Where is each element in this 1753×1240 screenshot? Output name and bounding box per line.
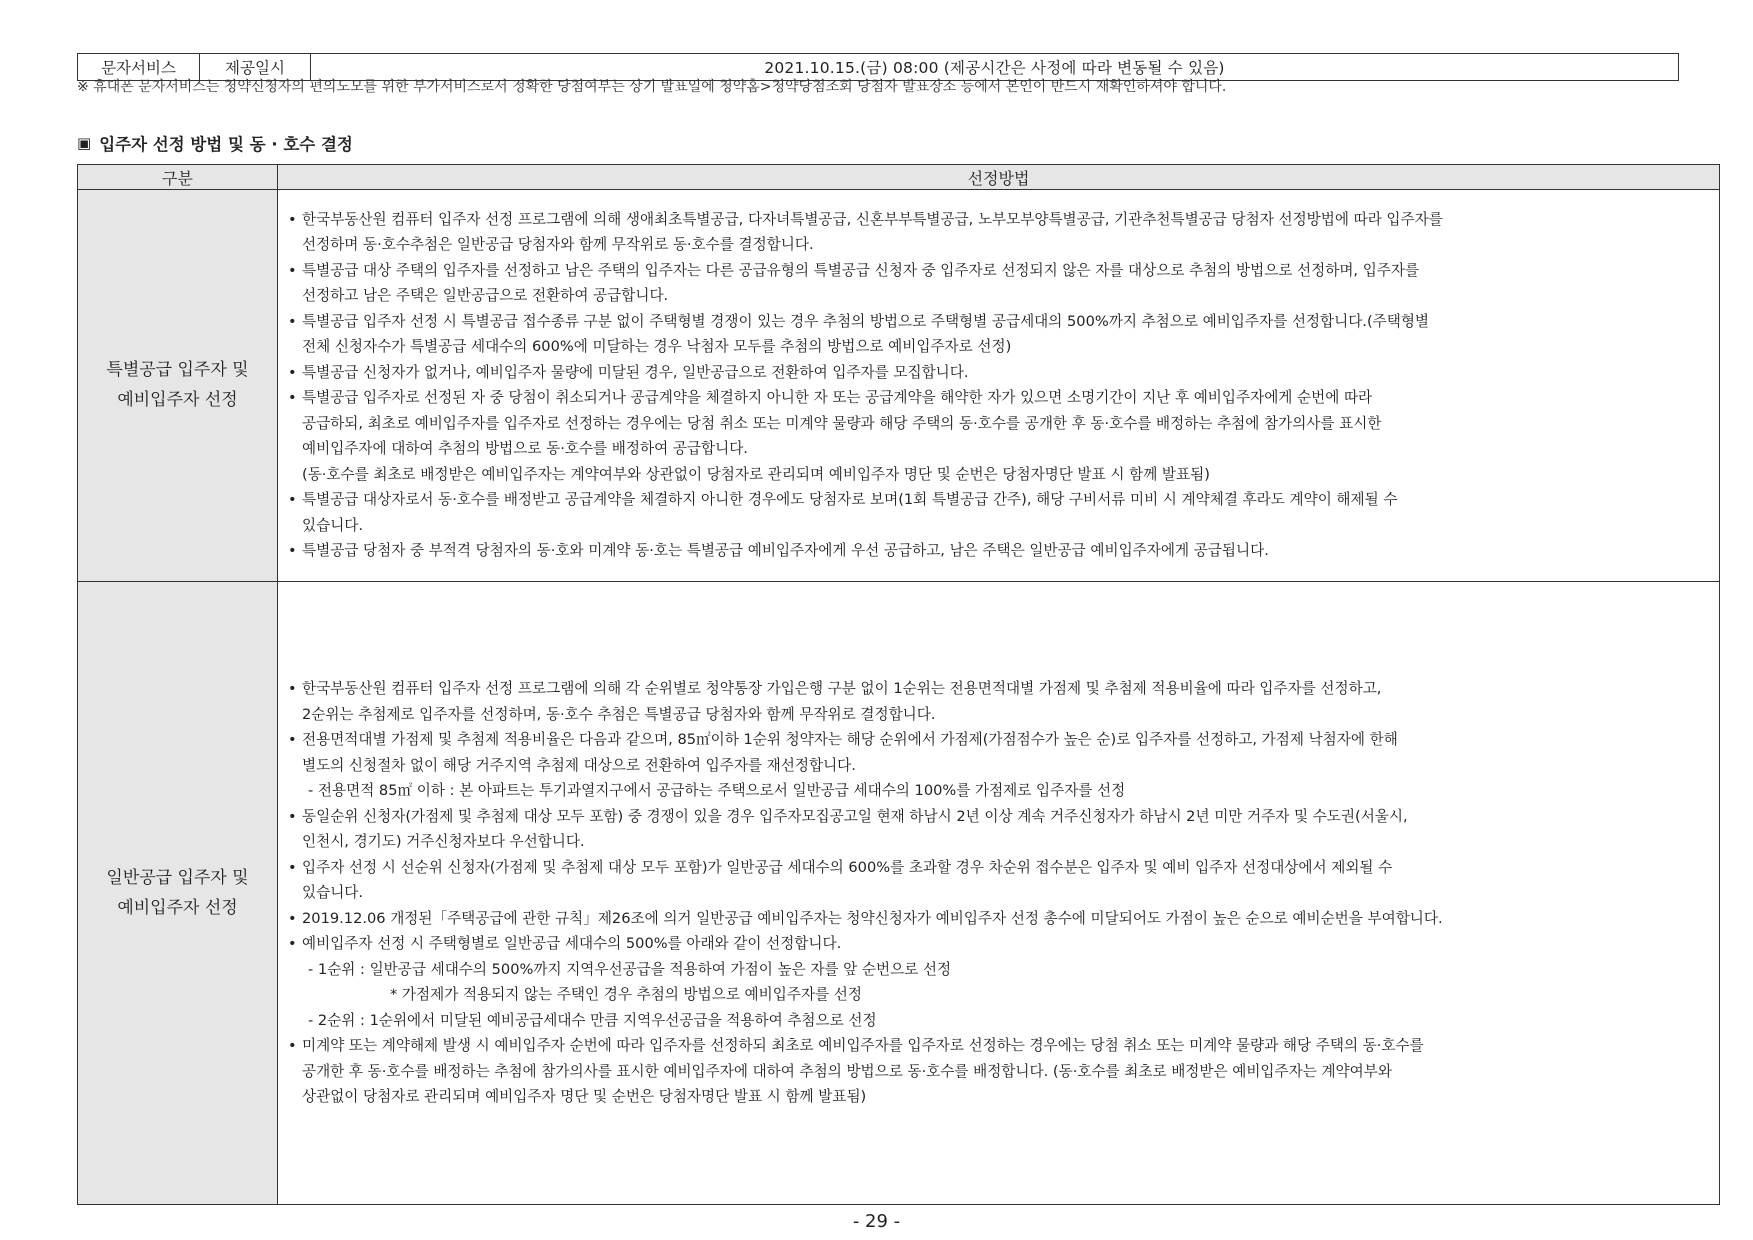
list-item — [288, 982, 1709, 1008]
method-cell-general — [278, 581, 1720, 1204]
list-item-line: - 2순위 : 1순위에서 미달된 예비공급세대수 만큼 지역우선공급을 적용하여 추첨으로 선정 — [308, 1011, 877, 1029]
sms-notice: ※ 휴대폰 문자서비스는 청약신청자의 편의도모를 위한 부가서비스로서 정확한 당첨여부는 상기 발표일에 청약홈>청약당첨조회 당첨자 발표장소 등에서 본인이 반드시 재확인하셔야 합니다. — [77, 79, 1227, 95]
method-list-special — [288, 207, 1709, 564]
category-line: 예비입주자 선정 — [117, 897, 238, 918]
list-item-line: 예비입주자에 대하여 추첨의 방법으로 동·호수를 배정하여 공급합니다. — [302, 440, 748, 458]
section-title: 입주자 선정 방법 및 동 · 호수 결정 — [99, 135, 353, 154]
list-item-line: 공급하되, 최초로 예비입주자를 입주자로 선정하는 경우에는 당첨 취소 또는 미계약 물량과 해당 주택의 동·호수를 공개한 후 동·호수를 배정하는 추첨에 참가의사를 표시한 — [302, 414, 1382, 432]
list-item-line: - 1순위 : 일반공급 세대수의 500%까지 지역우선공급을 적용하여 가점이 높은 자를 앞 순번으로 선정 — [308, 960, 952, 978]
list-item-line: • 전용면적대별 가점제 및 추첨제 적용비율은 다음과 같으며, 85㎡이하 1순위 청약자는 해당 순위에서 가점제(가점점수가 높은 순)로 입주자를 선정하고, 가점제 낙첨자에 한해 — [302, 731, 1398, 749]
list-item-line: 공개한 후 동·호수를 배정하는 추첨에 참가의사를 표시한 예비입주자에 대하여 추첨의 방법으로 동·호수를 배정합니다. (동·호수를 최초로 배정받은 예비입주자는 계약여부와 — [302, 1062, 1392, 1080]
list-item-line: 있습니다. — [302, 884, 364, 902]
list-item — [288, 676, 1709, 727]
list-item-line: • 한국부동산원 컴퓨터 입주자 선정 프로그램에 의해 생애최초특별공급, 다자녀특별공급, 신혼부부특별공급, 노부모부양특별공급, 기관추천특별공급 당첨자 선정방법에 따라 입주자를 — [302, 210, 1443, 228]
list-item-line: - 전용면적 85㎡ 이하 : 본 아파트는 투기과열지구에서 공급하는 주택으로서 일반공급 세대수의 100%를 가점제로 입주자를 선정 — [308, 782, 1126, 800]
list-item-line: * 가점제가 적용되지 않는 주택인 경우 추첨의 방법으로 예비입주자를 선정 — [390, 986, 862, 1004]
list-item-line: • 미계약 또는 계약해제 발생 시 예비입주자 순번에 따라 입주자를 선정하되 최초로 예비입주자를 입주자로 선정하는 경우에는 당첨 취소 또는 미계약 물량과 해당 주택의 동·호수를 — [302, 1037, 1424, 1055]
category-line: 예비입주자 선정 — [117, 390, 238, 411]
sms-service-label: 문자서비스 — [78, 54, 200, 80]
section-marker-icon: ▣ — [77, 134, 92, 152]
header-method: 선정방법 — [278, 165, 1720, 190]
table-row-general-supply — [78, 581, 1720, 1204]
list-item — [288, 778, 1709, 804]
list-item — [288, 1008, 1709, 1034]
list-item-line: (동·호수를 최초로 배정받은 예비입주자는 계약여부와 상관없이 당첨자로 관리되며 예비입주자 명단 및 순번은 당첨자명단 발표 시 함께 발표됨) — [302, 465, 1210, 483]
list-item-line: 선정하며 동·호수추첨은 일반공급 당첨자와 함께 무작위로 동·호수를 결정합니다. — [302, 236, 814, 254]
list-item-line: • 2019.12.06 개정된「주택공급에 관한 규칙」제26조에 의거 일반공급 예비입주자는 청약신청자가 예비입주자 선정 총수에 미달되어도 가점이 높은 순으로 예비순번을 부여합니다. — [302, 909, 1443, 927]
category-cell-general — [78, 581, 278, 1204]
list-item — [288, 804, 1709, 855]
list-item — [288, 727, 1709, 778]
list-item — [288, 360, 1709, 386]
list-item — [288, 385, 1709, 487]
list-item — [288, 906, 1709, 932]
method-cell-special — [278, 190, 1720, 582]
header-category: 구분 — [78, 165, 278, 190]
list-item-line: • 특별공급 입주자 선정 시 특별공급 접수종류 구분 없이 주택형별 경쟁이 있는 경우 추첨의 방법으로 주택형별 공급세대의 500%까지 추첨으로 예비입주자를 선정합니다.(주택형별 — [302, 312, 1430, 330]
list-item-line: • 특별공급 입주자로 선정된 자 중 당첨이 취소되거나 공급계약을 체결하지 아니한 자 또는 공급계약을 해약한 자가 있으면 소명기간이 지난 후 예비입주자에게 순번에 따라 — [302, 389, 1373, 407]
list-item — [288, 1033, 1709, 1110]
sms-info-bar — [77, 53, 1679, 81]
list-item-line: 선정하고 남은 주택은 일반공급으로 전환하여 공급합니다. — [302, 287, 669, 305]
table-row-special-supply — [78, 190, 1720, 582]
list-item-line: • 특별공급 당첨자 중 부적격 당첨자의 동·호와 미계약 동·호는 특별공급 예비입주자에게 우선 공급하고, 남은 주택은 일반공급 예비입주자에게 공급됩니다. — [302, 542, 1269, 560]
list-item — [288, 538, 1709, 564]
provide-time-label: 제공일시 — [200, 54, 311, 80]
category-line: 일반공급 입주자 및 — [106, 867, 249, 888]
list-item-line: • 특별공급 신청자가 없거나, 예비입주자 물량에 미달된 경우, 일반공급으로 전환하여 입주자를 모집합니다. — [302, 363, 969, 381]
category-line: 특별공급 입주자 및 — [106, 360, 249, 381]
list-item-line: • 동일순위 신청자(가점제 및 추첨제 대상 모두 포함) 중 경쟁이 있을 경우 입주자모집공고일 현재 하남시 2년 이상 계속 거주신청자가 하남시 2년 미만 거주자 및 수도권(서울시, — [302, 807, 1408, 825]
section-heading — [77, 131, 353, 155]
list-item-line: • 특별공급 대상자로서 동·호수를 배정받고 공급계약을 체결하지 아니한 경우에도 당첨자로 보며(1회 특별공급 간주), 해당 구비서류 미비 시 계약체결 후라도 계약이 해제될 수 — [302, 491, 1398, 509]
list-item-line: • 한국부동산원 컴퓨터 입주자 선정 프로그램에 의해 각 순위별로 청약통장 가입은행 구분 없이 1순위는 전용면적대별 가점제 및 추첨제 적용비율에 따라 입주자를 선정하고, — [302, 680, 1382, 698]
list-item-line: • 특별공급 대상 주택의 입주자를 선정하고 남은 주택의 입주자는 다른 공급유형의 특별공급 신청자 중 입주자로 선정되지 않은 자를 대상으로 추첨의 방법으로 선정하며, 입주자를 — [302, 261, 1420, 279]
list-item-line: 인천시, 경기도) 거주신청자보다 우선합니다. — [302, 833, 585, 851]
list-item — [288, 258, 1709, 309]
list-item — [288, 309, 1709, 360]
list-item-line: • 입주자 선정 시 선순위 신청자(가점제 및 추첨제 대상 모두 포함)가 일반공급 세대수의 600%를 초과할 경우 차순위 접수분은 입주자 및 예비 입주자 선정대상에서 제외될 수 — [302, 858, 1393, 876]
list-item-line: 2순위는 추첨제로 입주자를 선정하며, 동·호수 추첨은 특별공급 당첨자와 함께 무작위로 결정합니다. — [302, 705, 936, 723]
list-item — [288, 207, 1709, 258]
list-item-line: • 예비입주자 선정 시 주택형별로 일반공급 세대수의 500%를 아래와 같이 선정합니다. — [302, 935, 842, 953]
method-list-general — [288, 676, 1709, 1110]
page-number: - 29 - — [852, 1211, 901, 1232]
selection-method-table — [77, 164, 1720, 1205]
list-item — [288, 855, 1709, 906]
list-item-line: 전체 신청자수가 특별공급 세대수의 600%에 미달하는 경우 낙첨자 모두를 추첨의 방법으로 예비입주자로 선정) — [302, 338, 1012, 356]
list-item — [288, 487, 1709, 538]
provide-time-value: 2021.10.15.(금) 08:00 (제공시간은 사정에 따라 변동될 수 있음) — [764, 59, 1225, 77]
list-item — [288, 957, 1709, 983]
list-item-line: 상관없이 당첨자로 관리되며 예비입주자 명단 및 순번은 당첨자명단 발표 시 함께 발표됨) — [302, 1088, 867, 1106]
list-item-line: 있습니다. — [302, 516, 364, 534]
list-item — [288, 931, 1709, 957]
category-cell-special — [78, 190, 278, 582]
list-item-line: 별도의 신청절차 없이 해당 거주지역 추첨제 대상으로 전환하여 입주자를 재선정합니다. — [302, 756, 856, 774]
